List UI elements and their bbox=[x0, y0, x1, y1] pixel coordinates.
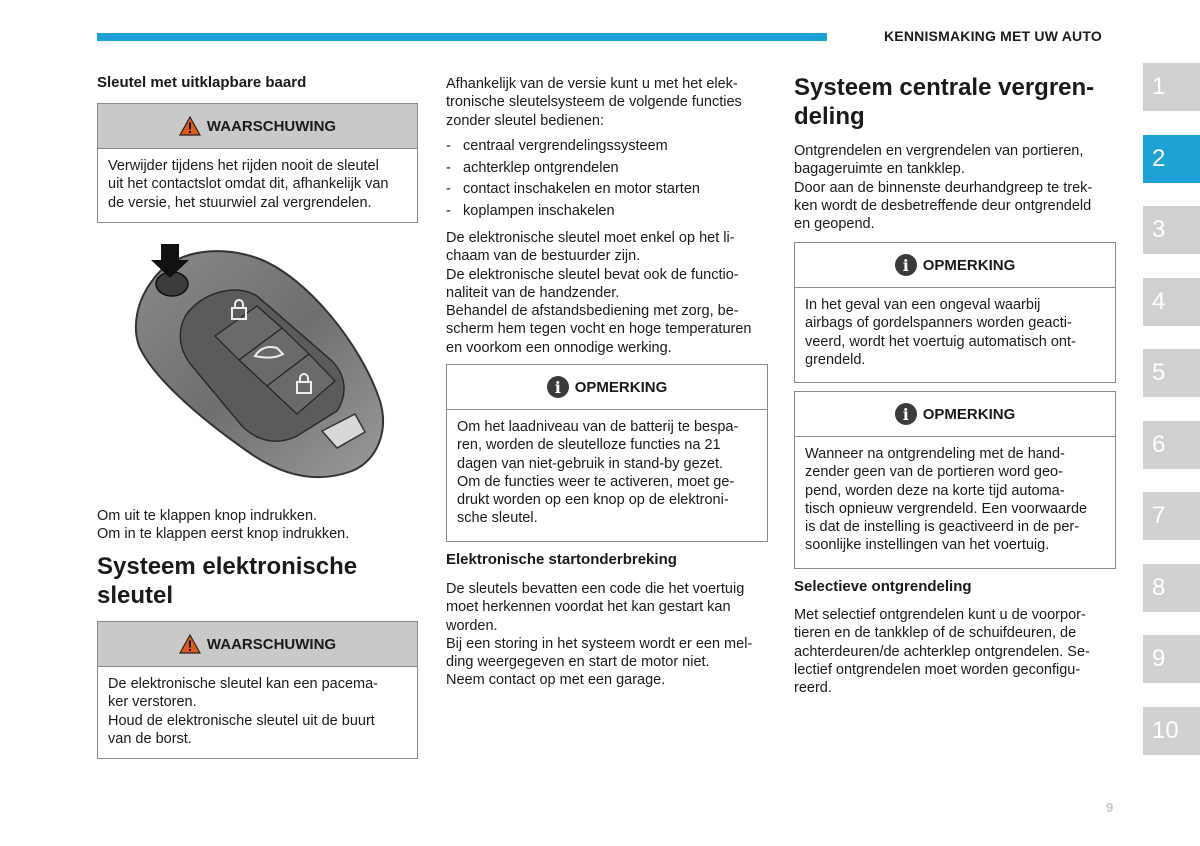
warning-body bbox=[98, 149, 417, 212]
warning-box-steering-lock bbox=[97, 103, 418, 223]
warning-title: WAARSCHUWING bbox=[206, 117, 337, 135]
keyless-functions-list bbox=[446, 136, 700, 222]
text-line: reerd. bbox=[794, 680, 832, 697]
text-line: worden. bbox=[446, 617, 498, 634]
text-line: zender geen van de portieren word geo- bbox=[805, 464, 1063, 481]
text-line: en voorkom een onnodige werking. bbox=[446, 339, 672, 356]
note-body bbox=[795, 437, 1115, 555]
heading-central-locking bbox=[794, 73, 1094, 131]
note-title: OPMERKING bbox=[574, 378, 668, 396]
section-title: KENNISMAKING MET UW AUTO bbox=[884, 28, 1102, 44]
text-line: De elektronische sleutel kan een pacema- bbox=[108, 676, 379, 692]
central-locking-paragraph bbox=[794, 142, 1092, 233]
key-usage-paragraph bbox=[446, 229, 751, 357]
text-line: Afhankelijk van de versie kunt u met het elek- bbox=[446, 76, 738, 92]
warning-triangle-icon bbox=[179, 116, 201, 136]
note-box-auto-relock bbox=[794, 391, 1116, 569]
text-line: Door aan de binnenste deurhandgreep te trek- bbox=[794, 179, 1093, 196]
warning-triangle-icon bbox=[179, 634, 201, 654]
text-line: chaam van de bestuurder zijn. bbox=[446, 248, 641, 265]
text-line: airbags of gordelspanners worden geacti- bbox=[805, 315, 1072, 332]
page-number: 9 bbox=[1106, 800, 1114, 815]
heading-line: Systeem centrale vergren- bbox=[794, 74, 1095, 101]
caption-line: Om in te klappen eerst knop indrukken. bbox=[97, 526, 350, 543]
text-line: scherm hem tegen vocht en hoge temperaturen bbox=[446, 321, 752, 338]
heading-electronic-key bbox=[97, 552, 357, 610]
text-line: Ontgrendelen en vergrendelen van portieren, bbox=[794, 143, 1084, 159]
text-line: De sleutels bevatten een code die het voertuig bbox=[446, 581, 745, 597]
text-line: Om het laadniveau van de batterij te bespa- bbox=[457, 419, 739, 435]
text-line: In het geval van een ongeval waarbij bbox=[805, 297, 1041, 313]
text-line: Met selectief ontgrendelen kunt u de voorpor- bbox=[794, 607, 1086, 623]
text-line: De elektronische sleutel bevat ook de functio- bbox=[446, 266, 739, 283]
chapter-tab-4[interactable]: 4 bbox=[1143, 278, 1200, 326]
text-line: ding weergegeven en start de motor niet. bbox=[446, 654, 710, 671]
text-line: dagen van niet-gebruik in stand-by gezet. bbox=[457, 455, 724, 472]
list-item: - koplampen inschakelen bbox=[446, 201, 700, 223]
text-line: ken wordt de desbetreffende deur ontgrendeld bbox=[794, 197, 1092, 214]
text-line: tisch opnieuw vergrendeld. Een voorwaarde bbox=[805, 500, 1088, 517]
text-line: sche sleutel. bbox=[457, 510, 538, 527]
text-line: lectief ontgrendelen moet worden geconfigu- bbox=[794, 661, 1081, 678]
text-line: Om de functies weer te activeren, moet ge- bbox=[457, 473, 735, 490]
note-header bbox=[795, 243, 1115, 288]
heading-line: deling bbox=[794, 103, 865, 130]
chapter-tab-5[interactable]: 5 bbox=[1143, 349, 1200, 397]
text-line: Houd de elektronische sleutel uit de buurt bbox=[108, 712, 375, 729]
chapter-tab-2[interactable]: 2 bbox=[1143, 135, 1200, 183]
text-line: ker verstoren. bbox=[108, 694, 197, 711]
warning-title: WAARSCHUWING bbox=[206, 635, 337, 653]
text-line: bagageruimte en tankklep. bbox=[794, 161, 965, 178]
warning-box-pacemaker bbox=[97, 621, 418, 759]
chapter-tabs bbox=[1143, 63, 1200, 778]
text-line: De elektronische sleutel moet enkel op het li- bbox=[446, 230, 735, 246]
text-line: van de borst. bbox=[108, 730, 192, 747]
text-line: tieren en de tankklep of de schuifdeuren, de bbox=[794, 625, 1077, 642]
heading-line: sleutel bbox=[97, 582, 174, 609]
text-line: Wanneer na ontgrendeling met de hand- bbox=[805, 446, 1065, 462]
text-line: en geopend. bbox=[794, 216, 875, 233]
text-line: uit het contactslot omdat dit, afhankelijk van bbox=[108, 176, 389, 193]
text-line: drukt worden op een knop op de elektroni- bbox=[457, 492, 729, 509]
text-line: Neem contact op met een garage. bbox=[446, 672, 666, 689]
note-box-accident bbox=[794, 242, 1116, 383]
selective-unlocking-paragraph bbox=[794, 606, 1090, 697]
text-line: soonlijke instellingen van het voertuig. bbox=[805, 537, 1050, 554]
info-icon: i bbox=[547, 376, 569, 398]
text-line: achterdeuren/de achterklep ontgrendelen. Se- bbox=[794, 643, 1090, 660]
chapter-tab-3[interactable]: 3 bbox=[1143, 206, 1200, 254]
header-accent-bar bbox=[97, 33, 827, 41]
figure-caption bbox=[97, 507, 349, 544]
subtitle-flip-key: Sleutel met uitklapbare baard bbox=[97, 74, 307, 91]
text-line: zonder sleutel bedienen: bbox=[446, 112, 605, 129]
text-line: Bij een storing in het systeem wordt er een mel- bbox=[446, 635, 753, 652]
text-line: is dat de instelling is geactiveerd in de per- bbox=[805, 519, 1080, 536]
text-line: tronische sleutelsysteem de volgende functies bbox=[446, 94, 742, 111]
intro-paragraph bbox=[446, 75, 742, 130]
text-line: moet herkennen voordat het kan gestart kan bbox=[446, 599, 731, 616]
note-header bbox=[447, 365, 767, 410]
info-icon: i bbox=[895, 254, 917, 276]
text-line: ren, worden de sleutelloze functies na 21 bbox=[457, 437, 721, 454]
text-line: Verwijder tijdens het rijden nooit de sleutel bbox=[108, 158, 379, 174]
list-item: - contact inschakelen en motor starten bbox=[446, 179, 700, 201]
list-item: - centraal vergrendelingssysteem bbox=[446, 136, 700, 158]
chapter-tab-9[interactable]: 9 bbox=[1143, 635, 1200, 683]
info-icon: i bbox=[895, 403, 917, 425]
chapter-tab-10[interactable]: 10 bbox=[1143, 707, 1200, 755]
text-line: veerd, wordt het voertuig automatisch ont- bbox=[805, 333, 1076, 350]
warning-body bbox=[98, 667, 417, 748]
list-item: - achterklep ontgrendelen bbox=[446, 158, 700, 180]
text-line: grendeld. bbox=[805, 351, 866, 368]
flip-key-illustration bbox=[97, 236, 417, 498]
chapter-tab-7[interactable]: 7 bbox=[1143, 492, 1200, 540]
note-header bbox=[795, 392, 1115, 437]
subtitle-selective-unlocking: Selectieve ontgrendeling bbox=[794, 578, 972, 595]
warning-header bbox=[98, 104, 417, 149]
text-line: Behandel de afstandsbediening met zorg, be- bbox=[446, 303, 739, 320]
chapter-tab-8[interactable]: 8 bbox=[1143, 564, 1200, 612]
note-title: OPMERKING bbox=[922, 256, 1016, 274]
note-body bbox=[447, 410, 767, 528]
note-box-battery bbox=[446, 364, 768, 542]
chapter-tab-6[interactable]: 6 bbox=[1143, 421, 1200, 469]
caption-line: Om uit te klappen knop indrukken. bbox=[97, 508, 318, 524]
text-line: pend, worden deze na korte tijd automa- bbox=[805, 482, 1065, 499]
text-line: de versie, het stuurwiel zal vergrendelen. bbox=[108, 194, 372, 211]
note-title: OPMERKING bbox=[922, 405, 1016, 423]
heading-line: Systeem elektronische bbox=[97, 553, 358, 580]
immobilizer-paragraph bbox=[446, 580, 752, 690]
warning-header bbox=[98, 622, 417, 667]
chapter-tab-1[interactable]: 1 bbox=[1143, 63, 1200, 111]
subtitle-immobilizer: Elektronische startonderbreking bbox=[446, 551, 677, 568]
text-line: naliteit van de handzender. bbox=[446, 284, 620, 301]
note-body bbox=[795, 288, 1115, 369]
